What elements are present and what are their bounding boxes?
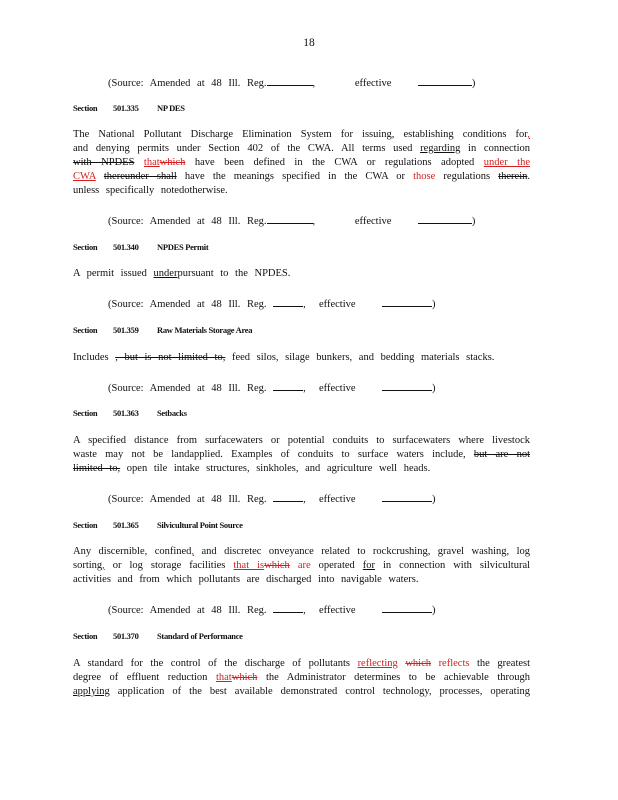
source-note: (Source: Amended at 48 Ill. Reg. , effective ) bbox=[108, 75, 475, 89]
section-heading: Section 501.340 NPDES Permit bbox=[73, 242, 209, 252]
definition-paragraph: A specified distance from surfacewaters or potential conduits to surfacewaters where livestock waste may not be landapplied. Examples of conduits to surface waters include, but are not limited to, open tile intake structures, sinkholes, and agriculture well heads. bbox=[73, 435, 530, 474]
source-note: (Source: Amended at 48 Ill. Reg. , effective ) bbox=[108, 380, 436, 394]
definition-paragraph: A permit issued underpursuant to the NPDES. bbox=[73, 268, 291, 279]
section-heading: Section 501.370 Standard of Performance bbox=[73, 631, 243, 641]
source-note: (Source: Amended at 48 Ill. Reg. , effective ) bbox=[108, 602, 436, 616]
section-heading: Section 501.363 Setbacks bbox=[73, 408, 187, 418]
page-number: 18 bbox=[303, 37, 315, 49]
source-note: (Source: Amended at 48 Ill. Reg. , effective ) bbox=[108, 491, 436, 505]
definition-paragraph: A standard for the control of the discharge of pollutants reflecting which reflects the greatest degree of effluent reduction thatwhich the Administrator determines to be achievable through applying application of the best available demonstrated control technology, processes, operating bbox=[73, 658, 530, 697]
source-note: (Source: Amended at 48 Ill. Reg. , effective ) bbox=[108, 213, 475, 227]
definition-paragraph: Any discernible, confined, and discretec onveyance related to rockcrushing, gravel washing, log sorting, or log storage facilities that iswhich are operated for in connection with silvicultural activities and from which pollutants are discharged into navigable waters. bbox=[73, 546, 530, 585]
definition-paragraph: The National Pollutant Discharge Elimination System for issuing, establishing conditions for, and denying permits under Section 402 of the CWA. All terms used regarding in connection with NPDES thatwhich have been defined in the CWA or regulations adopted under the CWA thereunder shall have the meanings specified in the CWA or those regulations therein. unless specifically notedotherwise. bbox=[73, 129, 530, 196]
section-heading: Section 501.335 NP DES bbox=[73, 103, 185, 113]
definition-paragraph: Includes , but is not limited to, feed silos, silage bunkers, and bedding materials stacks. bbox=[73, 352, 495, 363]
section-heading: Section 501.359 Raw Materials Storage Area bbox=[73, 325, 253, 335]
section-heading: Section 501.365 Silvicultural Point Source bbox=[73, 520, 243, 530]
source-note: (Source: Amended at 48 Ill. Reg. , effective ) bbox=[108, 296, 436, 310]
